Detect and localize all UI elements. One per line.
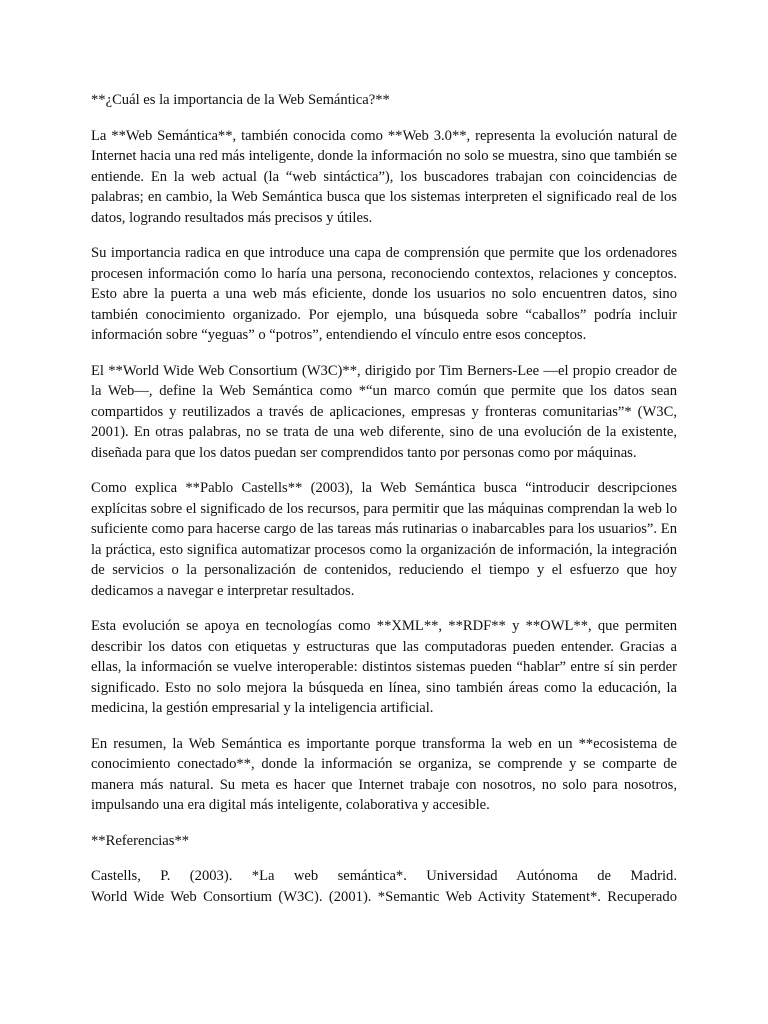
paragraph-summary: En resumen, la Web Semántica es importante porque transforma la web en un **ecosistema de conocimiento conectado**, donde la información se organiza, se comprende y se comparte de manera más natural. Su meta es hacer que Internet trabaje con nosotros, no solo para nosotros, impulsando una era digital más inteligente, colaborativa y accesible.: [91, 735, 677, 813]
references-list: [91, 866, 677, 907]
reference-item: World Wide Web Consortium (W3C). (2001). *Semantic Web Activity Statement*. Recuperado: [91, 888, 677, 905]
paragraph-technologies: Esta evolución se apoya en tecnologías como **XML**, **RDF** y **OWL**, que permiten describir los datos con etiquetas y estructuras que las computadoras pueden entender. Gracias a ellas, la información se vuelve interoperable: distintos sistemas pueden “hablar” entre sí sin perder significado. Esto no solo mejora la búsqueda en línea, sino también áreas como la educación, la medicina, la gestión empresarial y la inteligencia artificial.: [91, 618, 677, 716]
paragraph-importance: Su importancia radica en que introduce una capa de comprensión que permite que los ordenadores procesen información como lo haría una persona, reconociendo contextos, relaciones y conceptos. Esto abre la puerta a una web más eficiente, donde los usuarios no solo encuentren datos, sino también conocimiento organizado. Por ejemplo, una búsqueda sobre “caballos” podría incluir información sobre “yeguas” o “potros”, entendiendo el vínculo entre esos conceptos.: [91, 245, 677, 343]
reference-item: Castells, P. (2003). *La web semántica*. Universidad Autónoma de Madrid.: [91, 868, 677, 884]
paragraph-intro: La **Web Semántica**, también conocida como **Web 3.0**, representa la evolución natural de Internet hacia una red más inteligente, donde la información no solo se muestra, sino que también se entiende. En la web actual (la “web sintáctica”), los buscadores trabajan con coincidencias de palabras; en cambio, la Web Semántica busca que los sistemas interpreten el significado real de los datos, logrando resultados más precisos y útiles.: [91, 127, 678, 226]
paragraph-w3c: El **World Wide Web Consortium (W3C)**, dirigido por Tim Berners-Lee —el propio creador de la Web—, define la Web Semántica como *“un marco común que permite que los datos sean compartidos y reutilizados a través de aplicaciones, empresas y fronteras comunitarias”* (W3C, 2001). En otras palabras, no se trata de una web diferente, sino de una evolución de la existente, diseñada para que los datos puedan ser comprendidos tanto por personas como por máquinas.: [91, 362, 677, 461]
paragraph-castells: Como explica **Pablo Castells** (2003), la Web Semántica busca “introducir descripciones explícitas sobre el significado de los recursos, para permitir que las máquinas comprendan la web lo suficiente como para hacerse cargo de las tareas más rutinarias o inabarcables para los usuarios”. En la práctica, esto significa automatizar procesos como la organización de información, la integración de servicios o la personalización de contenidos, reduciendo el tiempo y el esfuerzo que hoy dedicamos a navegar e interpretar resultados.: [91, 480, 677, 599]
document-page: [91, 90, 677, 907]
document-title: **¿Cuál es la importancia de la Web Semántica?**: [91, 92, 390, 108]
references-heading: **Referencias**: [91, 832, 190, 849]
